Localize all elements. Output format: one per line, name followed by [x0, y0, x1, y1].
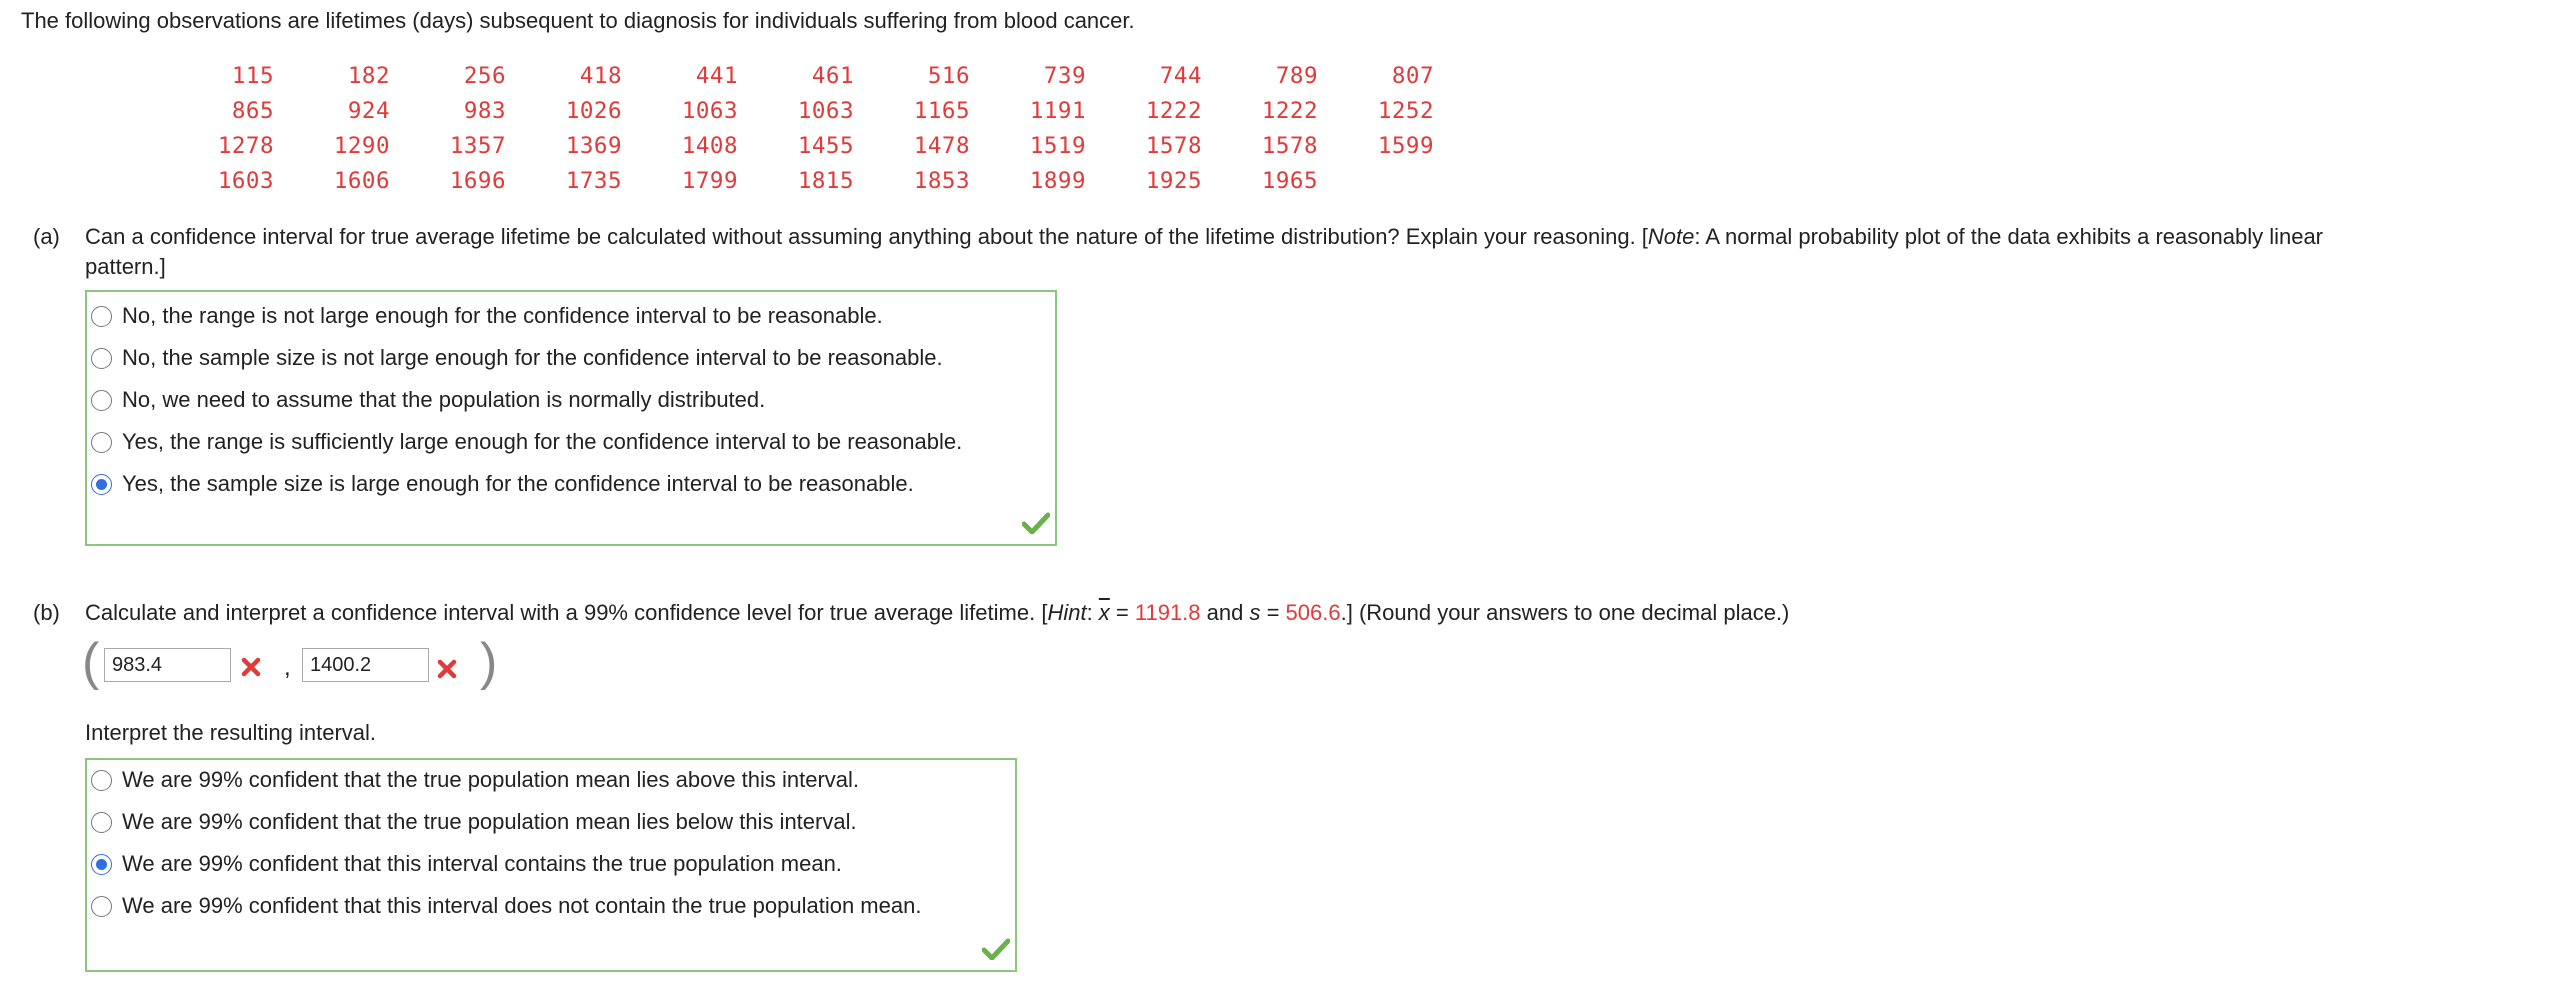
observations-row: [160, 128, 1436, 163]
part-a-option-1[interactable]: No, the sample size is not large enough for the confidence interval to be reasonable.: [91, 343, 943, 373]
part-b-option-1[interactable]: We are 99% confident that the true population mean lies below this interval.: [91, 807, 857, 837]
observation-cell: 739: [1043, 62, 1086, 89]
radio-button[interactable]: [91, 896, 112, 917]
observation-cell: 418: [579, 62, 622, 89]
observation-cell: 1965: [1261, 167, 1318, 194]
observation-cell: 1222: [1261, 97, 1318, 124]
upper-bound-input[interactable]: [302, 648, 429, 682]
radio-button[interactable]: [91, 390, 112, 411]
observation-cell: 983: [463, 97, 506, 124]
observation-cell: 1290: [333, 132, 390, 159]
observation-cell: 1815: [797, 167, 854, 194]
observation-cell: 807: [1391, 62, 1434, 89]
radio-button[interactable]: [91, 770, 112, 791]
part-a-answer-box: [85, 290, 1057, 546]
radio-button-selected[interactable]: [91, 474, 112, 495]
observation-cell: 1369: [565, 132, 622, 159]
observation-cell: 182: [347, 62, 390, 89]
observation-cell: 1408: [681, 132, 738, 159]
observation-cell: 865: [231, 97, 274, 124]
observation-cell: 1026: [565, 97, 622, 124]
observation-cell: 256: [463, 62, 506, 89]
radio-button[interactable]: [91, 348, 112, 369]
part-b-question: Calculate and interpret a confidence interval with a 99% confidence level for true average lifetime. [Hint: $\overline{x} = 1191.8$ and s = 506.6.] (Round your answers to one decimal place.): [85, 600, 1790, 625]
observation-cell: 1357: [449, 132, 506, 159]
observation-cell: 516: [927, 62, 970, 89]
s-value: 506.6: [1285, 600, 1341, 625]
observation-cell: 1063: [797, 97, 854, 124]
observation-cell: 1063: [681, 97, 738, 124]
observations-row: [160, 163, 1436, 198]
open-paren: (: [82, 633, 100, 691]
observation-cell: 1696: [449, 167, 506, 194]
radio-button[interactable]: [91, 306, 112, 327]
radio-button[interactable]: [91, 432, 112, 453]
observation-cell: 1735: [565, 167, 622, 194]
lower-bound-input[interactable]: [104, 648, 231, 682]
observations-row: [160, 93, 1436, 128]
part-a-option-4[interactable]: Yes, the sample size is large enough for the confidence interval to be reasonable.: [91, 469, 914, 499]
observation-cell: 1899: [1029, 167, 1086, 194]
observation-cell: 1603: [217, 167, 274, 194]
radio-button[interactable]: [91, 812, 112, 833]
observation-cell: 1252: [1377, 97, 1434, 124]
part-b-option-2[interactable]: We are 99% confident that this interval contains the true population mean.: [91, 849, 842, 879]
xbar-value: 1191.8: [1134, 600, 1201, 625]
radio-button-selected[interactable]: [91, 854, 112, 875]
observation-cell: 115: [231, 62, 274, 89]
observation-cell: 1578: [1145, 132, 1202, 159]
observation-cell: 1853: [913, 167, 970, 194]
observation-cell: 1478: [913, 132, 970, 159]
observation-cell: 1519: [1029, 132, 1086, 159]
interpret-label: Interpret the resulting interval.: [85, 720, 377, 745]
close-paren: ): [480, 633, 498, 691]
observation-cell: 1222: [1145, 97, 1202, 124]
intro-text: The following observations are lifetimes (days) subsequent to diagnosis for individuals suffering from blood cancer.: [21, 8, 1135, 33]
part-b-option-0[interactable]: We are 99% confident that the true population mean lies above this interval.: [91, 765, 859, 795]
check-icon: [1022, 512, 1050, 534]
observation-cell: 744: [1159, 62, 1202, 89]
part-b-label: (b): [33, 600, 60, 625]
observation-cell: 1455: [797, 132, 854, 159]
observation-cell: 1925: [1145, 167, 1202, 194]
x-icon: [436, 658, 458, 680]
x-icon: [240, 656, 262, 678]
observation-cell: 441: [695, 62, 738, 89]
check-icon: [982, 938, 1010, 960]
observations-table: [160, 58, 1436, 198]
observation-cell: 1278: [217, 132, 274, 159]
comma: ,: [284, 654, 291, 681]
observation-cell: 1191: [1029, 97, 1086, 124]
part-b-option-3[interactable]: We are 99% confident that this interval does not contain the true population mean.: [91, 891, 921, 921]
part-a-option-2[interactable]: No, we need to assume that the population is normally distributed.: [91, 385, 765, 415]
observations-row: [160, 58, 1436, 93]
observation-cell: 1799: [681, 167, 738, 194]
observation-cell: [1320, 163, 1436, 198]
part-a-option-3[interactable]: Yes, the range is sufficiently large enough for the confidence interval to be reasonable.: [91, 427, 962, 457]
observation-cell: 461: [811, 62, 854, 89]
observation-cell: 1578: [1261, 132, 1318, 159]
part-a-question: Can a confidence interval for true average lifetime be calculated without assuming anything about the nature of the lifetime distribution? Explain your reasoning. [Note: A normal probability plot of the data exhibits a reasonably linear pattern.]: [85, 224, 2324, 279]
observation-cell: 924: [347, 97, 390, 124]
part-b-answer-box: [85, 758, 1017, 972]
observation-cell: 1599: [1377, 132, 1434, 159]
observation-cell: 1606: [333, 167, 390, 194]
observation-cell: 789: [1275, 62, 1318, 89]
part-a-option-0[interactable]: No, the range is not large enough for the confidence interval to be reasonable.: [91, 301, 883, 331]
observation-cell: 1165: [913, 97, 970, 124]
part-a-label: (a): [33, 224, 60, 249]
